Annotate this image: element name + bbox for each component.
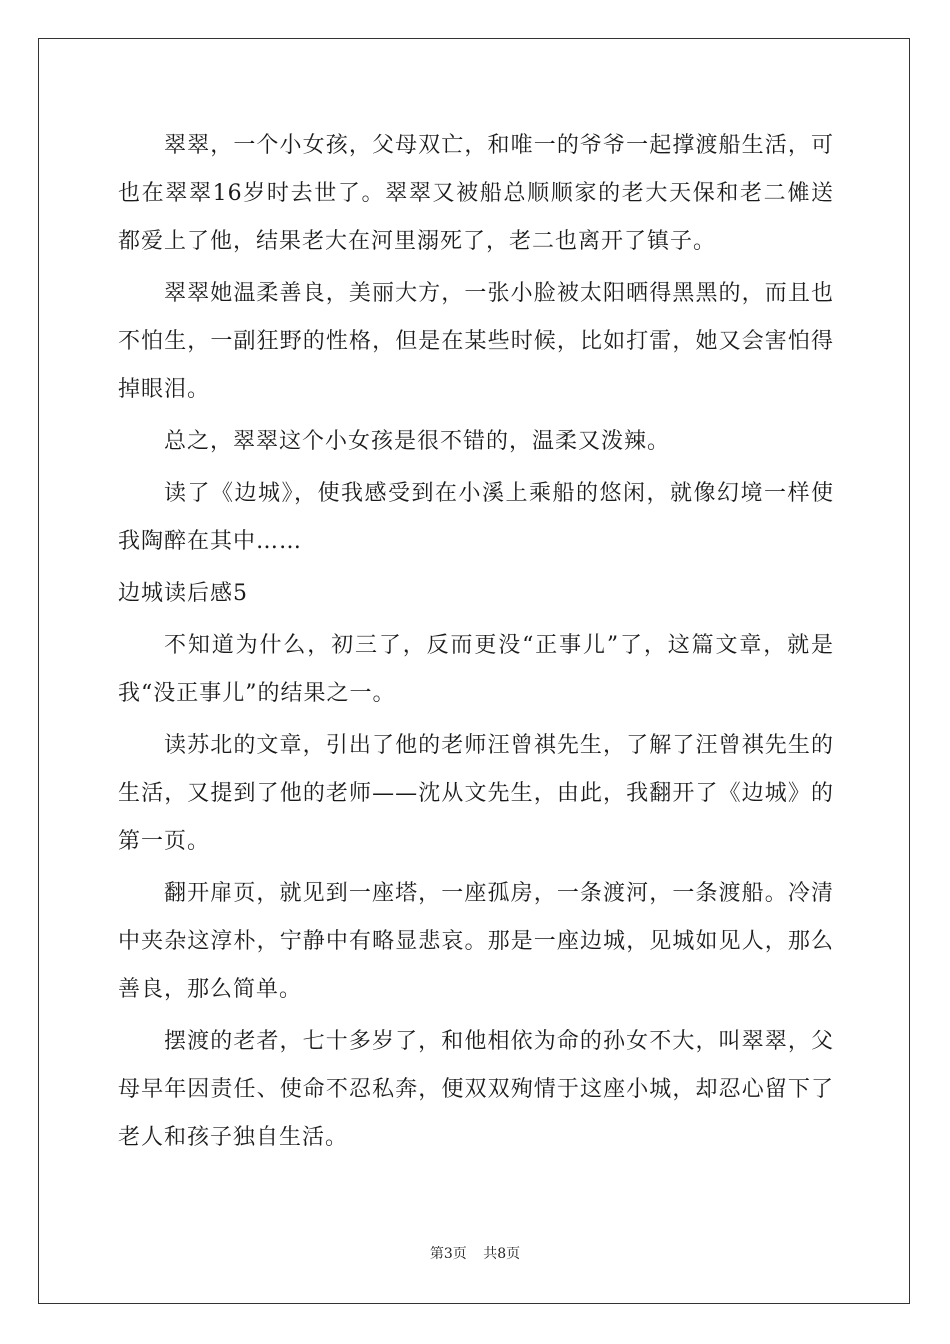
page-footer xyxy=(0,1243,950,1263)
paragraph: 读了《边城》，使我感受到在小溪上乘船的悠闲，就像幻境一样使我陶醉在其中…… xyxy=(118,481,834,554)
paragraph: 翠翠她温柔善良，美丽大方，一张小脸被太阳晒得黑黑的，而且也不怕生，一副狂野的性格，但是在某些时候，比如打雷，她又会害怕得掉眼泪。 xyxy=(118,281,834,402)
paragraph: 读苏北的文章，引出了他的老师汪曾祺先生，了解了汪曾祺先生的生活，又提到了他的老师——沈从文先生，由此，我翻开了《边城》的第一页。 xyxy=(118,733,834,854)
section-heading: 边城读后感5 xyxy=(118,581,248,606)
paragraph: 总之，翠翠这个小女孩是很不错的，温柔又泼辣。 xyxy=(164,429,671,454)
page-number: 第3页 xyxy=(429,1246,467,1262)
paragraph: 不知道为什么，初三了，反而更没“正事儿”了，这篇文章，就是我“没正事儿”的结果之一。 xyxy=(118,633,834,706)
paragraph: 翠翠，一个小女孩，父母双亡，和唯一的爷爷一起撑渡船生活，可也在翠翠16岁时去世了。翠翠又被船总顺顺家的老大天保和老二傩送都爱上了他，结果老大在河里溺死了，老二也离开了镇子。 xyxy=(118,133,834,254)
paragraph: 摆渡的老者，七十多岁了，和他相依为命的孙女不大，叫翠翠，父母早年因责任、使命不忍私奔，便双双殉情于这座小城，却忍心留下了老人和孩子独自生活。 xyxy=(118,1029,834,1150)
page-total: 共8页 xyxy=(483,1246,521,1262)
document-body xyxy=(118,122,834,1166)
paragraph: 翻开扉页，就见到一座塔，一座孤房，一条渡河，一条渡船。冷清中夹杂这淳朴，宁静中有略显悲哀。那是一座边城，见城如见人，那么善良，那么简单。 xyxy=(118,881,834,1002)
